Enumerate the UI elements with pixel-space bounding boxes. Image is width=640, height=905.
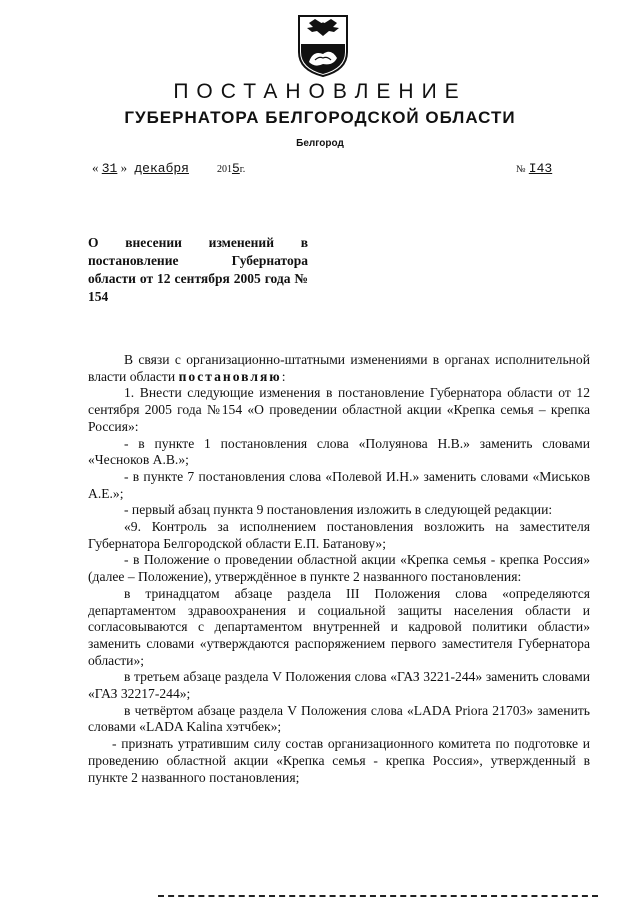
- date-year-prefix: 201: [216, 164, 232, 175]
- paragraph-4: - первый абзац пункта 9 постановления изложить в следующей редакции:: [124, 502, 553, 518]
- coat-of-arms-icon: [297, 14, 349, 78]
- date-year-mark: г.: [239, 164, 246, 175]
- date-open-quote: «: [92, 160, 99, 175]
- preamble-colon: :: [281, 368, 286, 384]
- number-label: №: [516, 164, 526, 175]
- date-year-suffix: 5: [231, 161, 240, 176]
- date-month: декабря: [134, 161, 189, 176]
- paragraph-1: 1. Внести следующие изменения в постановление Губернатора области от 12 сентября 2005 года №154 «О проведении областной акции «Крепка семья – крепка Россия»:: [88, 385, 590, 434]
- preamble-text: В связи с организационно-штатными изменениями в органах исполнительной власти области: [88, 352, 590, 384]
- paragraph-8: в третьем абзаце раздела V Положения слова «ГАЗ 3221-244» заменить словами «ГАЗ 32217-244»;: [88, 669, 590, 702]
- document-subject: О внесении изменений в постановление Губернатора области от 12 сентября 2005 года № 154: [88, 235, 308, 304]
- number-value: I43: [528, 161, 553, 176]
- paragraph-5: «9. Контроль за исполнением постановления возложить на заместителя Губернатора Белгородской области Е.П. Батанову»;: [88, 519, 590, 551]
- paragraph-10: - признать утратившим силу состав организационного комитета по подготовке и проведению областной акции «Крепка семья - крепка Россия», утвержденный в пункте 2 названного постановления;: [88, 736, 590, 785]
- paragraph-3: - в пункте 7 постановления слова «Полевой И.Н.» заменить словами «Миськов А.Е.»;: [88, 468, 590, 501]
- document-date: [92, 160, 245, 176]
- paragraph-preamble: [88, 352, 590, 385]
- paragraph-7: в тринадцатом абзаце раздела III Положения слова «определяются департаментом здравоохранения и социальной защиты населения области и согласовываются с департаментом внутренней и кадровой политики области» заменить словами «утверждаются распоряжением первого заместителя Губернатора области»;: [88, 585, 590, 668]
- date-close-quote: »: [120, 160, 128, 175]
- date-day: 31: [101, 161, 118, 176]
- paragraph-6: - в Положение о проведении областной акции «Крепка семья - крепка Россия» (далее – Положение), утверждённое в пункте 2 названного постановления:: [88, 552, 590, 585]
- document-issuer: ГУБЕРНАТОРА БЕЛГОРОДСКОЙ ОБЛАСТИ: [124, 108, 516, 127]
- document-city: Белгород: [296, 138, 344, 149]
- paragraph-9: в четвёртом абзаце раздела V Положения слова «LADA Priora 21703» заменить словами «LADA Kalina хэтчбек»;: [88, 702, 590, 735]
- document-number: [516, 160, 562, 176]
- document-title: ПОСТАНОВЛЕНИЕ: [173, 80, 467, 103]
- document-body: [88, 352, 590, 786]
- preamble-verb: постановляю: [178, 368, 282, 384]
- paragraph-2: - в пункте 1 постановления слова «Полуянова Н.В.» заменить словами «Чесноков А.В.»;: [88, 435, 590, 468]
- page-cut-line: [158, 895, 598, 897]
